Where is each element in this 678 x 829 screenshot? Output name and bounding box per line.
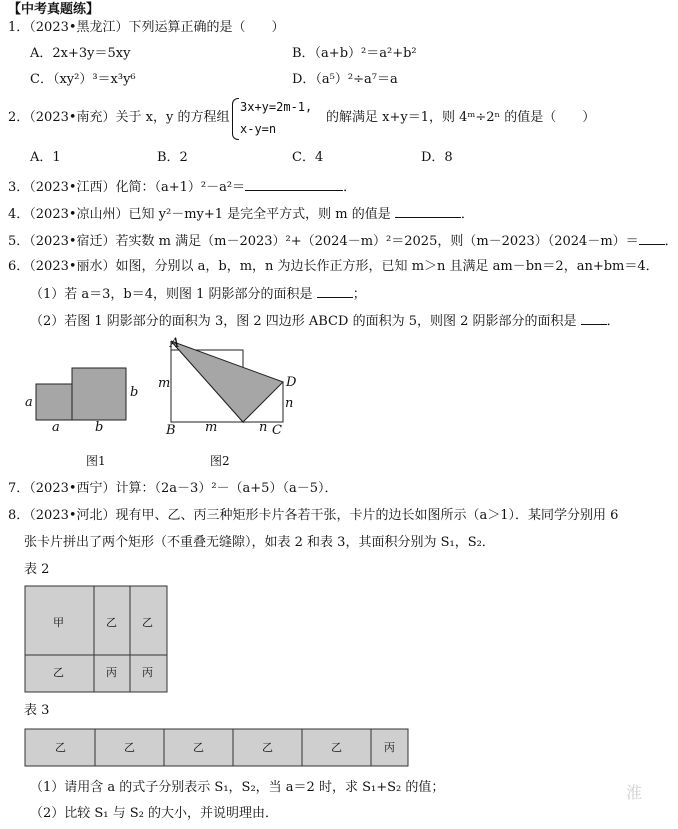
- q6-part1-blank[interactable]: [317, 285, 353, 298]
- table2-cell-yi-3: 乙: [53, 666, 64, 679]
- table3-cell-4: 乙: [262, 741, 273, 754]
- q1-option-a: A．2x+3y＝5xy: [30, 46, 131, 61]
- q6-part2-blank[interactable]: [581, 312, 607, 325]
- q2-brace: [232, 98, 239, 140]
- q2-eq2: x-y=n: [240, 122, 277, 136]
- q1-option-b: B．（a+b）²＝a²+b²: [292, 46, 417, 61]
- q1-option-c: C．（xy²）³＝x³y⁶: [30, 72, 136, 87]
- q8-stem-2: 张卡片拼出了两个矩形（不重叠无缝隙），如表 2 和表 3，其面积分别为 S₁，S₂．: [24, 535, 495, 550]
- q2-option-c: C．4: [292, 150, 324, 165]
- fig2-label-D: D: [286, 375, 297, 390]
- q5-text: 5．（2023•宿迁）若实数 m 满足（m－2023）²+（2024－m）²＝2025，则（m－2023）（2024－m）＝ ．: [8, 234, 678, 249]
- fig1-label-b-right: b: [130, 385, 139, 400]
- q2-stem-right: 的解满足 x+y＝1，则 4ᵐ÷2ⁿ 的值是（ ）: [326, 110, 596, 125]
- section-header: 【中考真题练】: [8, 2, 100, 17]
- table3-cell-5: 乙: [331, 741, 342, 754]
- q6-part1: （1）若 a＝3，b＝4，则图 1 阴影部分的面积是 ；: [30, 287, 366, 302]
- fig2-label-A: A: [170, 336, 180, 351]
- fig2-shaded-triangle-right: [171, 341, 283, 422]
- q4-text: 4．（2023•凉山州）已知 y²－my+1 是完全平方式，则 m 的值是 ．: [8, 207, 474, 222]
- fig2-label-C: C: [272, 423, 282, 438]
- table2-label: 表 2: [24, 562, 50, 577]
- q5-answer-blank[interactable]: [639, 232, 665, 245]
- q6-part2: （2）若图 1 阴影部分的面积为 3，图 2 四边形 ABCD 的面积为 5，则图 2 阴影部分的面积是 ．: [30, 314, 620, 329]
- table2-cell-yi-2: 乙: [142, 616, 153, 629]
- fig2-label-m-bottom: m: [205, 420, 218, 435]
- table3-cell-1: 乙: [55, 741, 66, 754]
- fig1-small-square: [36, 384, 72, 420]
- side-watermark: 淮: [626, 783, 643, 802]
- q2-option-d: D．8: [421, 150, 453, 165]
- q8-stem-1: 8．（2023•河北）现有甲、乙、丙三种矩形卡片各若干张，卡片的边长如图所示（a＞1）．某同学分别用 6: [8, 508, 619, 523]
- table2-cell-bing-2: 丙: [142, 666, 153, 679]
- q2-option-a: A．1: [30, 150, 61, 165]
- fig1-caption: 图1: [86, 454, 106, 468]
- fig1-large-square: [72, 368, 126, 420]
- q8-part1: （1）请用含 a 的式子分别表示 S₁，S₂，当 a＝2 时，求 S₁+S₂ 的值；: [30, 780, 445, 795]
- q2-stem-left: 2．（2023•南充）关于 x，y 的方程组: [8, 110, 230, 125]
- q4-answer-blank[interactable]: [395, 205, 461, 218]
- table3-cell-6: 丙: [384, 741, 395, 754]
- q3-answer-blank[interactable]: [245, 178, 343, 191]
- q3-text: 3．（2023•江西）化简：（a+1）²－a²＝ ．: [8, 180, 357, 195]
- q2-option-b: B．2: [157, 150, 188, 165]
- fig2-label-n-right: n: [285, 396, 294, 411]
- fig1-label-a-bottom: a: [52, 420, 60, 435]
- figure-2: [165, 340, 305, 440]
- q7-text: 7．（2023•西宁）计算：（2a－3）²－（a+5）（a－5）．: [8, 481, 338, 496]
- table2-cell-jia: 甲: [53, 616, 64, 629]
- fig2-label-n-bottom: n: [259, 420, 268, 435]
- fig1-label-b-bottom: b: [95, 420, 104, 435]
- table2-cell-yi-1: 乙: [106, 616, 117, 629]
- table2-cell-bing-1: 丙: [106, 666, 117, 679]
- fig1-label-a-left: a: [25, 395, 33, 410]
- q6-stem: 6．（2023•丽水）如图，分别以 a，b，m，n 为边长作正方形，已知 m＞n 且满足 am－bn＝2，an+bm＝4．: [8, 259, 659, 274]
- table3-label: 表 3: [24, 703, 50, 718]
- table-3: [24, 728, 410, 768]
- fig2-label-B: B: [166, 423, 176, 438]
- table3-cell-3: 乙: [193, 741, 204, 754]
- table3-cell-2: 乙: [124, 741, 135, 754]
- q1-stem: 1．（2023•黑龙江）下列运算正确的是（ ）: [8, 20, 285, 35]
- q2-eq1: 3x+y=2m-1,: [240, 100, 313, 114]
- fig2-caption: 图2: [210, 454, 230, 468]
- fig2-label-m-left: m: [158, 376, 171, 391]
- q1-option-d: D．（a⁵）²÷a⁷＝a: [292, 72, 398, 87]
- q8-part2: （2）比较 S₁ 与 S₂ 的大小，并说明理由．: [30, 806, 279, 821]
